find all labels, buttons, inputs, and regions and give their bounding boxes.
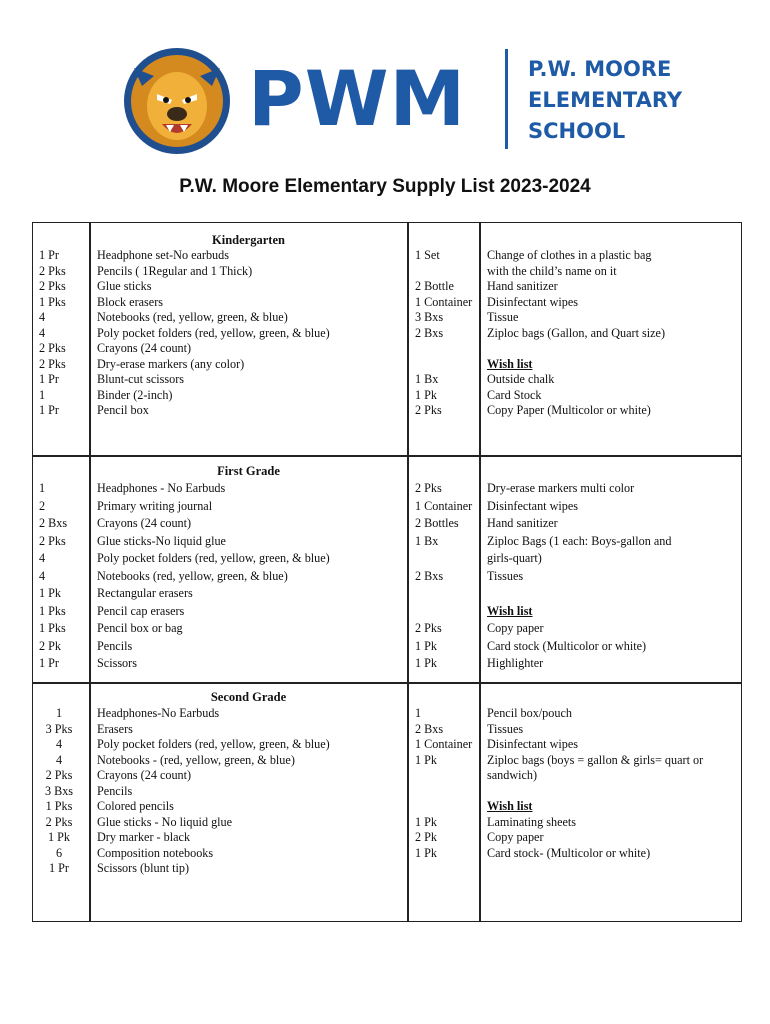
supply-list-item: 1 Pks	[39, 294, 66, 309]
supply-list-item: 1 Pk	[415, 814, 438, 829]
supply-list-item: Headphones - No Earbuds	[97, 481, 226, 495]
supply-list-item: Ziploc bags (Gallon, and Quart size)	[487, 325, 666, 340]
supply-list-item: 4	[39, 568, 46, 583]
first-items-column	[97, 480, 330, 673]
supply-list-item	[415, 861, 472, 877]
supply-list-item: Pencils	[97, 783, 133, 798]
supply-list-item: 1 Container	[415, 294, 473, 309]
supply-list-item: Copy paper	[487, 621, 544, 635]
supply-list-item: Block erasers	[97, 294, 163, 309]
supply-list-item: 1	[415, 706, 422, 720]
supply-list-item: 1 Pr	[39, 403, 59, 417]
supply-list-item: 1 Pks	[39, 621, 66, 635]
supply-list-item: Hand sanitizer	[487, 516, 558, 530]
lion-mascot-icon	[122, 46, 232, 156]
supply-list-item: 1	[39, 481, 46, 495]
supply-list-item: Blunt-cut scissors	[97, 372, 185, 386]
supply-list-item: 1 Container	[415, 737, 473, 751]
supply-list-item: Outside chalk	[487, 372, 555, 386]
supply-list-item	[487, 585, 671, 603]
second-qty-column	[39, 706, 79, 877]
supply-list-item: 2 Bottle	[415, 279, 454, 293]
supply-list-item: 2 Pks	[45, 814, 73, 829]
supply-list-item: 1 Bx	[415, 372, 439, 386]
supply-list-item: 6	[55, 845, 63, 860]
supply-list-item: 3 Bxs	[415, 310, 444, 324]
row-divider	[33, 682, 741, 684]
logo-school-name: P.W. MOORE ELEMENTARY SCHOOL	[528, 57, 683, 143]
wish-list-heading: Wish list	[487, 799, 533, 813]
column-divider	[407, 223, 409, 921]
supply-list-item: 2 Pk	[415, 830, 438, 844]
supply-list-item: Colored pencils	[97, 799, 174, 813]
supply-list-item: 2 Pks	[39, 533, 66, 548]
supply-list-item: 4	[39, 551, 46, 565]
supply-list-item	[415, 768, 472, 784]
second-grade-heading: Second Grade	[210, 690, 287, 704]
supply-list-item: Ziploc bags (boys = gallon & girls= quart or	[487, 752, 704, 767]
supply-list-item: Binder (2-inch)	[97, 387, 173, 402]
supply-list-item: Poly pocket folders (red, yellow, green, & blue)	[97, 325, 330, 340]
supply-list-item: with the child’s name on it	[487, 263, 617, 278]
kindergarten-qty-column	[39, 248, 66, 419]
supply-list-item	[415, 341, 472, 357]
kindergarten-items2-column	[487, 248, 665, 419]
row-divider	[33, 455, 741, 457]
page-title: P.W. Moore Elementary Supply List 2023-2024	[179, 176, 591, 197]
supply-list-item: Crayons (24 count)	[97, 341, 192, 355]
supply-list-item: 1 Pks	[45, 799, 73, 813]
supply-list-item: Crayons (24 count)	[97, 516, 192, 530]
supply-list-item: Laminating sheets	[487, 814, 577, 829]
supply-list-item: 3 Bxs	[44, 783, 74, 798]
first-qty-column	[39, 480, 67, 673]
supply-list-item: Poly pocket folders (red, yellow, green, & blue)	[97, 737, 330, 751]
supply-list-item: 2 Pks	[415, 481, 442, 495]
supply-list-item: Notebooks (red, yellow, green, & blue)	[97, 568, 288, 583]
supply-list-item: 1 Container	[415, 498, 473, 513]
supply-list-item: Poly pocket folders (red, yellow, green, & blue)	[97, 551, 330, 565]
supply-list-item: Erasers	[97, 721, 133, 736]
supply-list-item: 1 Set	[415, 248, 440, 262]
supply-list-item: Primary writing journal	[97, 498, 213, 513]
column-divider	[89, 223, 91, 921]
supply-list-item: sandwich)	[487, 768, 538, 782]
first-qty2-column	[415, 480, 472, 673]
supply-list-item: 2 Pks	[39, 341, 66, 355]
supply-list-item: 2	[39, 498, 46, 513]
supply-list-item: 2 Bxs	[415, 721, 444, 736]
supply-list-item: 1 Pk	[39, 586, 62, 600]
supply-list-item: 1 Pr	[49, 861, 69, 875]
first-items2-column	[487, 480, 671, 673]
supply-list-item: 1 Pk	[415, 752, 438, 767]
supply-list-item: 1 Pk	[415, 387, 438, 402]
supply-list-item: Crayons (24 count)	[97, 768, 192, 782]
supply-list-item: Glue sticks - No liquid glue	[97, 814, 233, 829]
supply-list-item: Tissues	[487, 568, 524, 583]
supply-list-item	[487, 341, 665, 357]
supply-list-item: Pencil box or bag	[97, 621, 183, 635]
supply-list-item: Glue sticks-No liquid glue	[97, 533, 226, 548]
supply-list-item: 2 Pks	[45, 768, 73, 782]
school-logo	[122, 46, 683, 156]
supply-list-item: 1 Pk	[415, 638, 438, 653]
second-qty2-column	[415, 706, 472, 877]
supply-list-item: 1 Pk	[47, 830, 70, 844]
supply-list-item: 1 Pr	[39, 656, 59, 670]
second-items-column	[97, 706, 330, 877]
wish-list-heading: Wish list	[487, 603, 533, 618]
supply-list-item: Notebooks - (red, yellow, green, & blue)	[97, 752, 295, 767]
supply-list-item: Card Stock	[487, 387, 542, 402]
supply-list-item: 1 Pks	[39, 603, 66, 618]
supply-list-item: Copy Paper (Multicolor or white)	[487, 403, 651, 417]
supply-list-item: Pencil cap erasers	[97, 603, 185, 618]
kindergarten-items-column	[97, 248, 330, 419]
logo-divider	[505, 49, 508, 149]
supply-list-item	[415, 784, 472, 800]
supply-list-item: Headphones-No Earbuds	[97, 706, 220, 720]
first-grade-heading: First Grade	[217, 464, 280, 478]
supply-list-item: 2 Bxs	[39, 516, 68, 530]
supply-list-item: 4	[39, 325, 46, 340]
supply-list-item: Pencil box	[97, 403, 149, 417]
supply-list-item: Card stock- (Multicolor or white)	[487, 845, 651, 860]
supply-list-item: 2 Pks	[415, 621, 442, 635]
supply-list-item: Tissue	[487, 310, 519, 324]
supply-list-item: Pencil box/pouch	[487, 706, 572, 720]
supply-list-item: 1	[55, 706, 63, 720]
supply-list-item	[487, 784, 703, 800]
supply-list-item: 2 Pk	[39, 638, 62, 653]
supply-list-item: 1 Pr	[39, 372, 59, 386]
supply-list-item: 2 Pks	[39, 263, 66, 278]
supply-list-item: Dry-erase markers multi color	[487, 481, 635, 495]
supply-list-item: Disinfectant wipes	[487, 294, 579, 309]
supply-list-item: 2 Pks	[39, 356, 66, 371]
supply-list-item: 1 Pk	[415, 845, 438, 860]
supply-list-item: Dry-erase markers (any color)	[97, 356, 245, 371]
supply-list-item: Disinfectant wipes	[487, 498, 579, 513]
logo-wordmark: PWM	[248, 54, 467, 143]
supply-list-item: Highlighter	[487, 656, 544, 670]
supply-list-item: Rectangular erasers	[97, 586, 193, 600]
supply-list-item	[487, 861, 703, 877]
supply-list-item: 3 Pks	[45, 721, 73, 736]
supply-list-item: Copy paper	[487, 830, 544, 844]
supply-list-item: Scissors	[97, 656, 137, 670]
supply-list-item: 2 Pks	[39, 279, 66, 293]
supply-list-item	[415, 550, 472, 568]
wish-list-heading: Wish list	[487, 356, 533, 371]
supply-list-item: Card stock (Multicolor or white)	[487, 638, 647, 653]
supply-list-item: 1 Pk	[415, 656, 438, 670]
kindergarten-qty2-column	[415, 248, 472, 419]
supply-list-item: 4	[39, 310, 46, 324]
supply-list-item	[415, 799, 472, 815]
supply-list-item	[415, 585, 472, 603]
supply-list-item: girls-quart)	[487, 551, 542, 565]
supply-list-item: 2 Pks	[415, 403, 442, 417]
supply-list-item: Dry marker - black	[97, 830, 191, 844]
supply-list-item: Headphone set-No earbuds	[97, 248, 229, 262]
supply-list-item: Notebooks (red, yellow, green, & blue)	[97, 310, 288, 324]
supply-list-item: Hand sanitizer	[487, 279, 558, 293]
supply-list-item	[415, 357, 472, 373]
supply-list-item: 4	[55, 752, 63, 767]
supply-table	[32, 222, 742, 922]
column-divider	[479, 223, 481, 921]
kindergarten-heading: Kindergarten	[212, 233, 285, 247]
supply-list-item: Ziploc Bags (1 each: Boys-gallon and	[487, 533, 672, 548]
supply-list-item: Scissors (blunt tip)	[97, 861, 190, 875]
supply-list-item: Composition notebooks	[97, 845, 214, 860]
supply-list-item	[415, 264, 472, 280]
supply-list-item: 2 Bottles	[415, 516, 459, 530]
supply-list-item: 1 Pr	[39, 248, 59, 262]
supply-list-item: 4	[55, 737, 63, 751]
second-items2-column	[487, 706, 703, 877]
supply-list-item: Change of clothes in a plastic bag	[487, 248, 652, 262]
supply-list-item: Pencils ( 1Regular and 1 Thick)	[97, 263, 253, 278]
supply-list-item: 2 Bxs	[415, 568, 444, 583]
supply-list-item: 1	[39, 387, 46, 402]
supply-list-item	[415, 603, 472, 621]
supply-list-item: Glue sticks	[97, 279, 152, 293]
supply-list-item: Disinfectant wipes	[487, 737, 579, 751]
supply-list-item: 1 Bx	[415, 533, 439, 548]
supply-list-item: Pencils	[97, 638, 133, 653]
supply-list-item: 2 Bxs	[415, 325, 444, 340]
supply-list-item: Tissues	[487, 721, 524, 736]
